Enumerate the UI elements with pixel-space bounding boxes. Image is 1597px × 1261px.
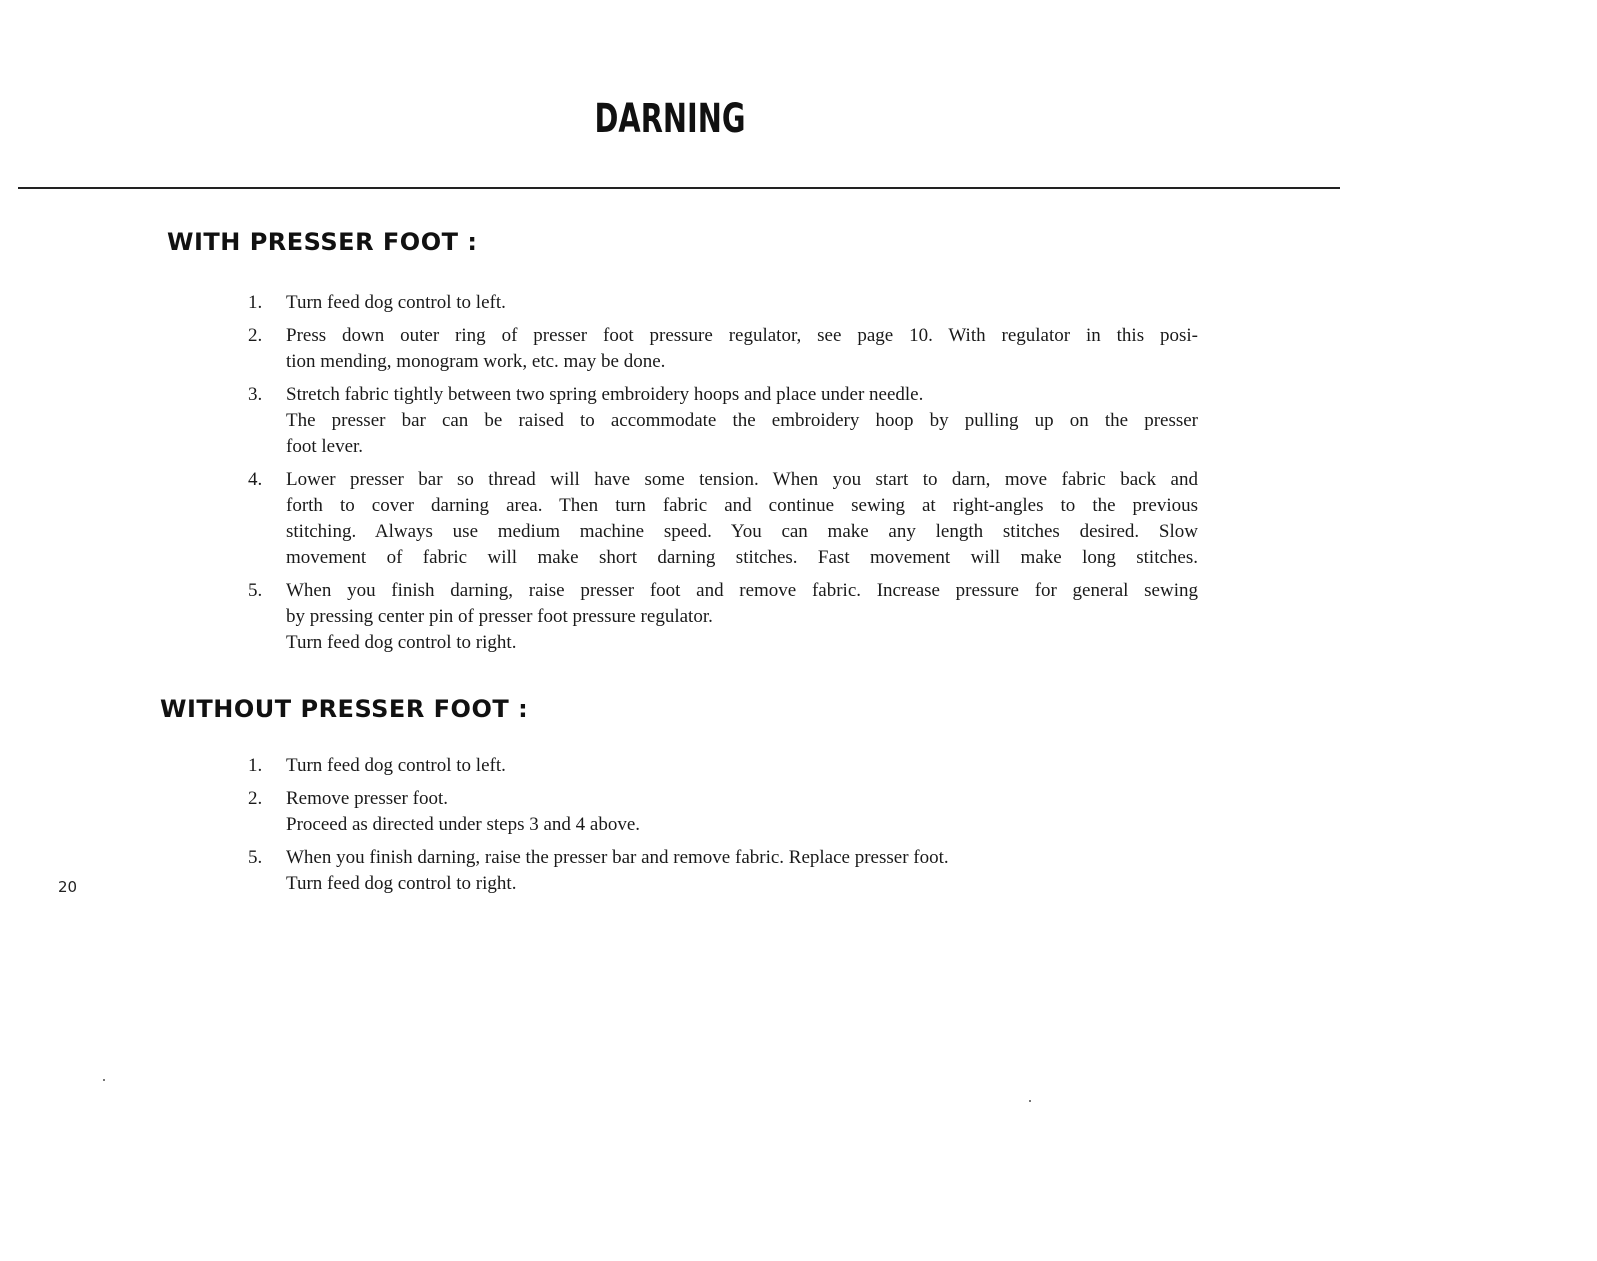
step-text-line: Turn feed dog control to right.	[286, 632, 517, 653]
title-divider	[18, 187, 1340, 189]
step-text-line: Press down outer ring of presser foot pressure regulator, see page 10. With regulator in this posi-	[286, 325, 1198, 346]
step-number: 1.	[248, 755, 263, 776]
page-number: 20	[58, 878, 78, 896]
page-title: DARNING	[594, 96, 746, 142]
step-number: 5.	[248, 580, 263, 601]
section-heading-without-presser-foot: WITHOUT PRESSER FOOT :	[160, 695, 529, 723]
steps-without-presser-foot	[248, 753, 1198, 904]
step-text-line: Turn feed dog control to left.	[286, 292, 506, 313]
step-text-line: movement of fabric will make short darning stitches. Fast movement will make long stitches.	[286, 547, 1198, 568]
step-text-line: Proceed as directed under steps 3 and 4 above.	[286, 814, 641, 835]
step-item	[248, 845, 1198, 897]
scan-speck	[1029, 1100, 1031, 1102]
step-item	[248, 467, 1198, 571]
step-number: 5.	[248, 847, 263, 868]
step-item	[248, 290, 1198, 316]
step-item	[248, 578, 1198, 656]
step-text-line: by pressing center pin of presser foot pressure regulator.	[286, 606, 713, 627]
step-item	[248, 382, 1198, 460]
step-text-line: Turn feed dog control to right.	[286, 873, 517, 894]
scan-speck	[103, 1079, 105, 1081]
step-text-line: The presser bar can be raised to accommodate the embroidery hoop by pulling up on the presser	[286, 410, 1198, 431]
step-text-line: When you finish darning, raise the presser bar and remove fabric. Replace presser foot.	[286, 847, 949, 868]
section-heading-with-presser-foot: WITH PRESSER FOOT :	[167, 228, 478, 256]
step-item	[248, 786, 1198, 838]
step-text-line: Lower presser bar so thread will have some tension. When you start to darn, move fabric back and	[286, 469, 1198, 490]
step-text-line: Remove presser foot.	[286, 788, 448, 809]
step-text-line: When you finish darning, raise presser foot and remove fabric. Increase pressure for general sewing	[286, 580, 1198, 601]
steps-with-presser-foot	[248, 290, 1198, 663]
step-text-line: stitching. Always use medium machine speed. You can make any length stitches desired. Slow	[286, 521, 1198, 542]
step-number: 2.	[248, 788, 263, 809]
step-item	[248, 753, 1198, 779]
step-number: 1.	[248, 292, 263, 313]
step-item	[248, 323, 1198, 375]
step-text-line: Stretch fabric tightly between two spring embroidery hoops and place under needle.	[286, 384, 924, 405]
step-text-line: Turn feed dog control to left.	[286, 755, 506, 776]
step-text-line: foot lever.	[286, 436, 364, 457]
step-number: 2.	[248, 325, 263, 346]
step-text-line: tion mending, monogram work, etc. may be done.	[286, 351, 666, 372]
step-number: 3.	[248, 384, 263, 405]
step-text-line: forth to cover darning area. Then turn fabric and continue sewing at right-angles to the previous	[286, 495, 1198, 516]
step-number: 4.	[248, 469, 263, 490]
